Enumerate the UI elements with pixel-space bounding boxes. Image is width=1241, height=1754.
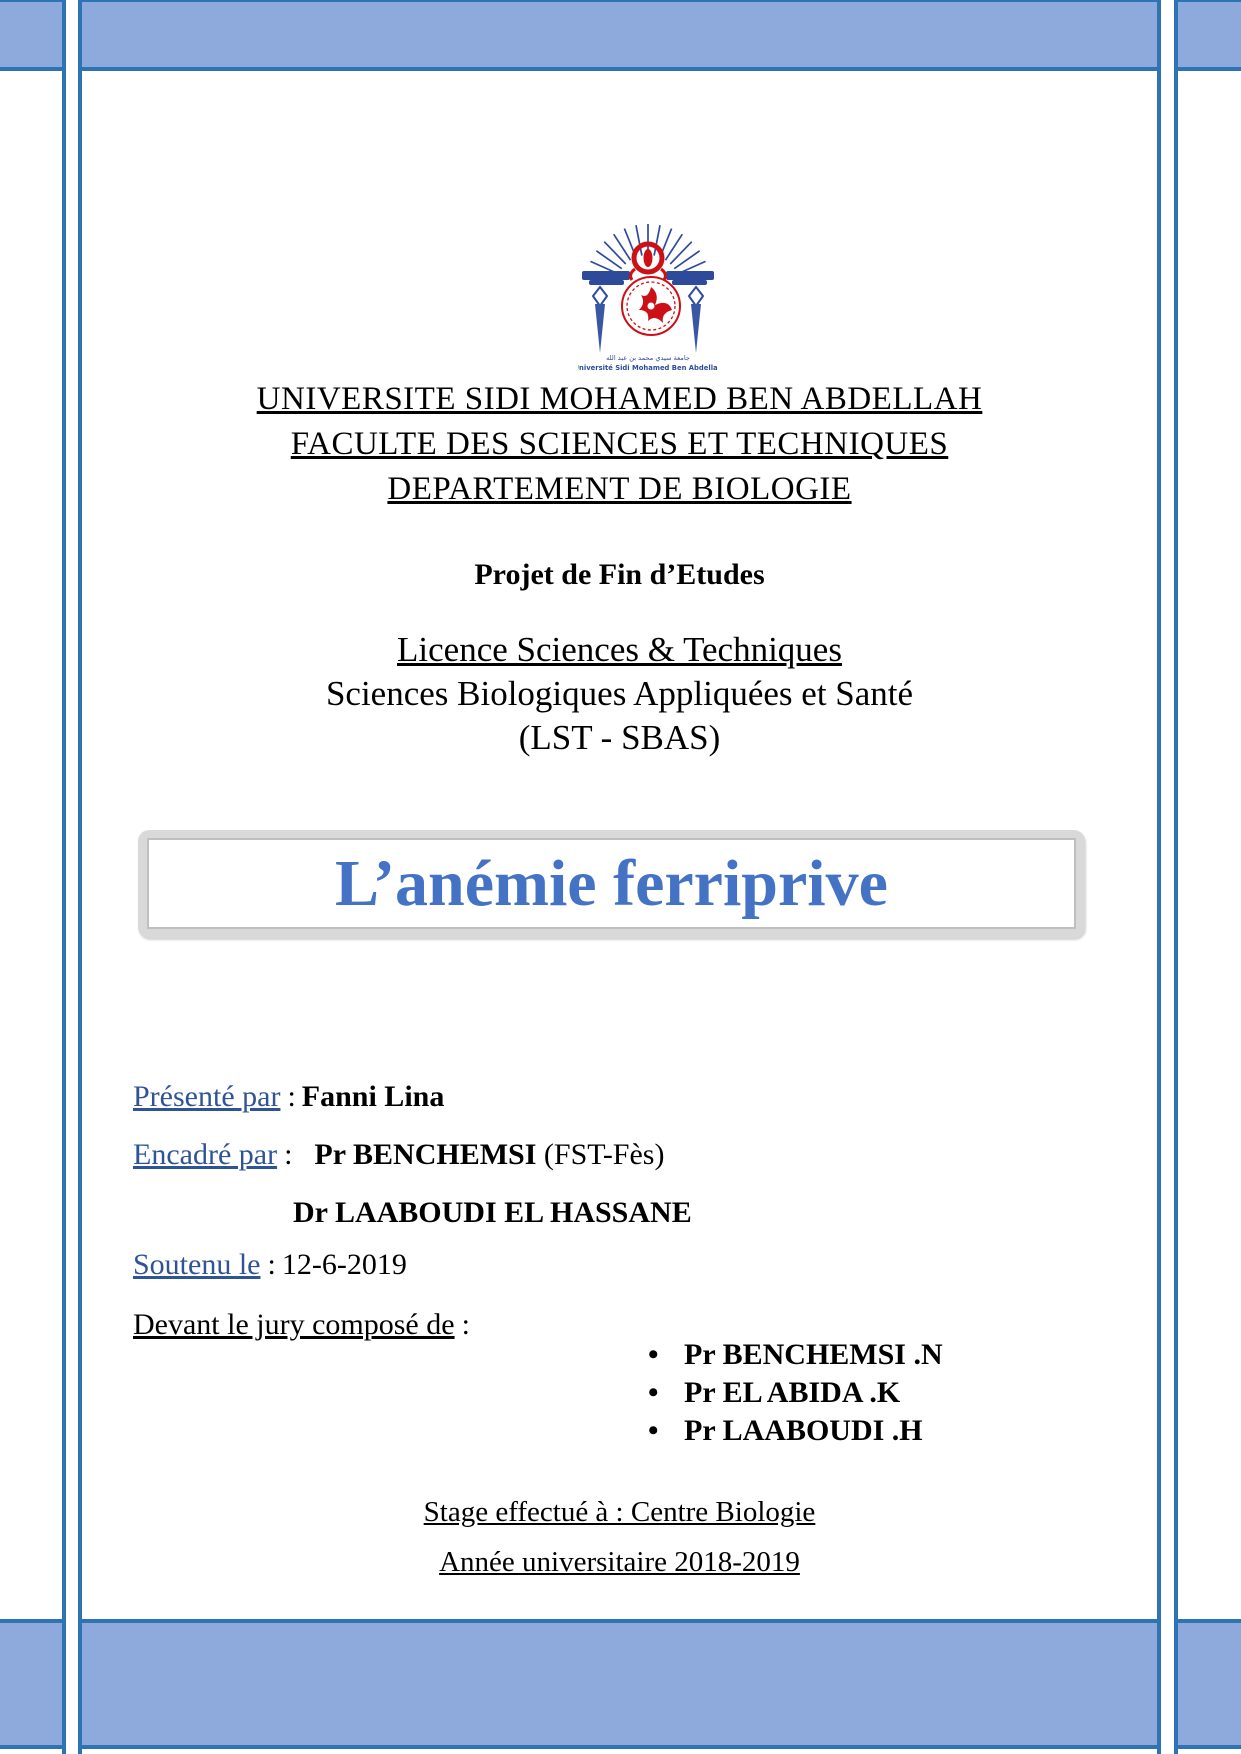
supervised-by-row: Encadré par : Pr BENCHEMSI (FST-Fès)	[133, 1138, 665, 1171]
degree-line: Licence Sciences & Techniques	[397, 630, 842, 669]
logo-red-knot	[631, 244, 666, 280]
supervisor-name: Pr BENCHEMSI	[314, 1138, 537, 1171]
thesis-title-box	[138, 830, 1085, 938]
defended-label: Soutenu le	[133, 1248, 261, 1281]
co-supervisor-row: Dr LAABOUDI EL HASSANE	[293, 1196, 692, 1229]
top-band	[0, 0, 62, 71]
internship-line: Stage effectué à : Centre Biologie	[423, 1496, 816, 1528]
jury-list	[648, 1336, 943, 1450]
logo-caption: Université Sidi Mohamed Ben Abdellah	[578, 364, 718, 372]
presented-by-name: Fanni Lina	[301, 1080, 445, 1113]
top-band	[82, 0, 1157, 71]
university-name: UNIVERSITE SIDI MOHAMED BEN ABDELLAH	[256, 381, 983, 417]
right-border-column	[1174, 0, 1241, 1754]
specialty-line: Sciences Biologiques Appliquées et Santé	[325, 674, 914, 713]
degree-abbr-line: (LST - SBAS)	[518, 718, 721, 757]
jury-member: • Pr BENCHEMSI .N	[648, 1336, 943, 1374]
degree-block	[82, 628, 1157, 760]
thesis-title-box-inner	[147, 838, 1076, 929]
project-type: Projet de Fin d’Etudes	[474, 558, 765, 591]
faculty-name: FACULTE DES SCIENCES ET TECHNIQUES	[290, 426, 949, 462]
university-logo	[578, 203, 718, 375]
jury-label: Devant le jury composé de	[133, 1308, 455, 1341]
supervisor-affiliation: (FST-Fès)	[543, 1138, 665, 1171]
left-border-column	[0, 0, 66, 1754]
jury-member: • Pr LAABOUDI .H	[648, 1412, 943, 1450]
logo-rosette	[622, 277, 680, 335]
bottom-band	[1178, 1619, 1241, 1749]
defense-date-row: Soutenu le : 12-6-2019	[133, 1248, 407, 1281]
supervised-by-label: Encadré par	[133, 1138, 278, 1171]
logo-arabic-caption: جامعة سيدي محمد بن عبد الله	[606, 354, 690, 362]
presented-by-row: Présenté par : Fanni Lina	[133, 1080, 445, 1113]
academic-year-line: Année universitaire 2018-2019	[439, 1546, 800, 1578]
jury-heading-row: Devant le jury composé de :	[133, 1308, 470, 1341]
thesis-title: L’anémie ferriprive	[335, 846, 888, 920]
defense-date: 12-6-2019	[281, 1248, 407, 1281]
department-name: DEPARTEMENT DE BIOLOGIE	[387, 471, 852, 507]
bottom-band	[82, 1619, 1157, 1749]
top-band	[1178, 0, 1241, 71]
university-headings	[82, 377, 1157, 512]
university-emblem-icon	[578, 203, 718, 375]
presented-by-label: Présenté par	[133, 1080, 281, 1113]
bottom-band	[0, 1619, 62, 1749]
jury-member: • Pr EL ABIDA .K	[648, 1374, 943, 1412]
